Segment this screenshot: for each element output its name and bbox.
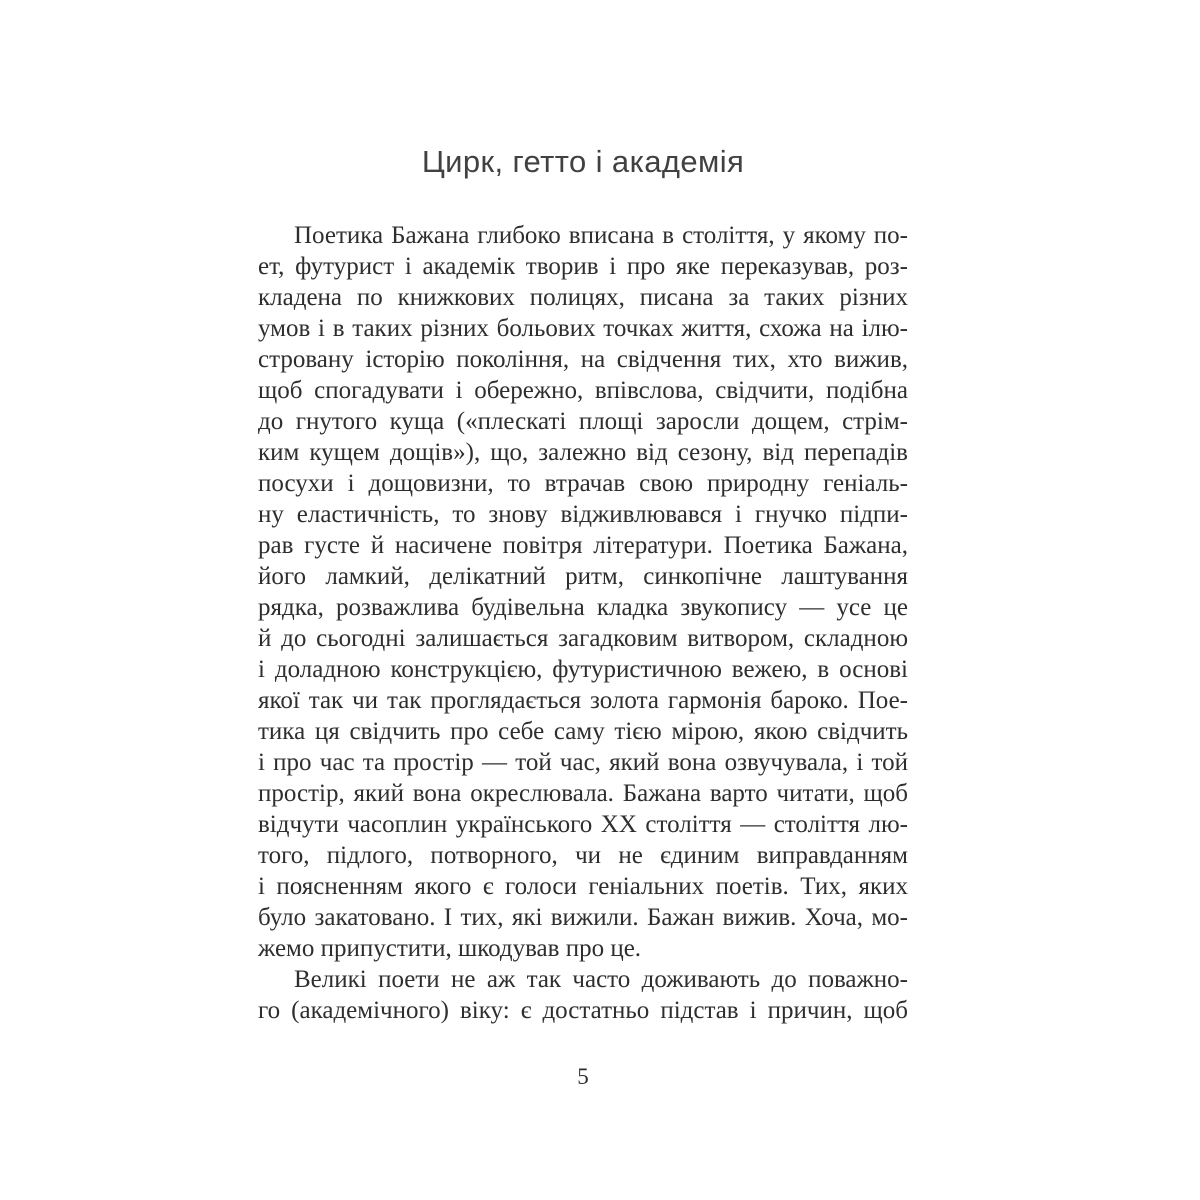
text-line: якої так чи так проглядається золота гармонія бароко. Пое- <box>258 687 908 714</box>
text-line: ет, футурист і академік творив і про яке переказував, роз- <box>258 253 908 280</box>
text-line: Поетика Бажана глибоко вписана в століття, у якому по- <box>294 222 908 249</box>
text-line: умов і в таких різних больових точках життя, схожа на ілю- <box>258 315 908 342</box>
text-line: ким кущем дощів»), що, залежно від сезону, від перепадів <box>258 439 908 466</box>
text-line: стровану історію покоління, на свідчення тих, хто вижив, <box>258 346 908 373</box>
text-line: рав густе й насичене повітря літератури. Поетика Бажана, <box>258 532 908 559</box>
page-number: 5 <box>577 1064 589 1089</box>
text-line: кладена по книжкових полицях, писана за таких різних <box>258 284 908 311</box>
chapter-title: Цирк, гетто і академія <box>421 144 745 179</box>
text-line: було закатовано. І тих, які вижили. Бажан вижив. Хоча, мо- <box>258 904 908 931</box>
text-line: і поясненням якого є голоси геніальних поетів. Тих, яких <box>258 873 908 900</box>
text-line: й до сьогодні залишається загадковим витвором, складною <box>258 625 908 652</box>
text-line: того, підлого, потворного, чи не єдиним виправданням <box>258 842 908 869</box>
text-line: відчути часоплин українського ХХ століття — століття лю- <box>258 811 908 838</box>
text-line: жемо припустити, шкодував про це. <box>258 935 642 962</box>
text-line: його ламкий, делікатний ритм, синкопічне лаштування <box>258 563 908 590</box>
body-text <box>258 220 908 1026</box>
text-line: до гнутого куща («плескаті площі заросли дощем, стрім- <box>258 408 908 435</box>
text-line: Великі поети не аж так часто доживають до поважно- <box>294 966 908 993</box>
text-line: щоб спогадувати і обережно, впівслова, свідчити, подібна <box>258 377 908 404</box>
text-line: тика ця свідчить про себе саму тією мірою, якою свідчить <box>258 718 908 745</box>
text-line: і доладною конструкцією, футуристичною вежею, в основі <box>258 656 908 683</box>
text-line: простір, який вона окреслювала. Бажана варто читати, щоб <box>258 780 908 807</box>
text-line: ну еластичність, то знову відживлювався і гнучко підпи- <box>258 501 908 528</box>
text-line: посухи і дощовизни, то втрачав свою природну геніаль- <box>258 470 908 497</box>
text-line: го (академічного) віку: є достатньо підстав і причин, щоб <box>258 997 908 1024</box>
text-line: рядка, розважлива будівельна кладка звукопису — усе це <box>258 594 908 621</box>
text-line: і про час та простір — той час, який вона озвучувала, і той <box>258 749 908 776</box>
